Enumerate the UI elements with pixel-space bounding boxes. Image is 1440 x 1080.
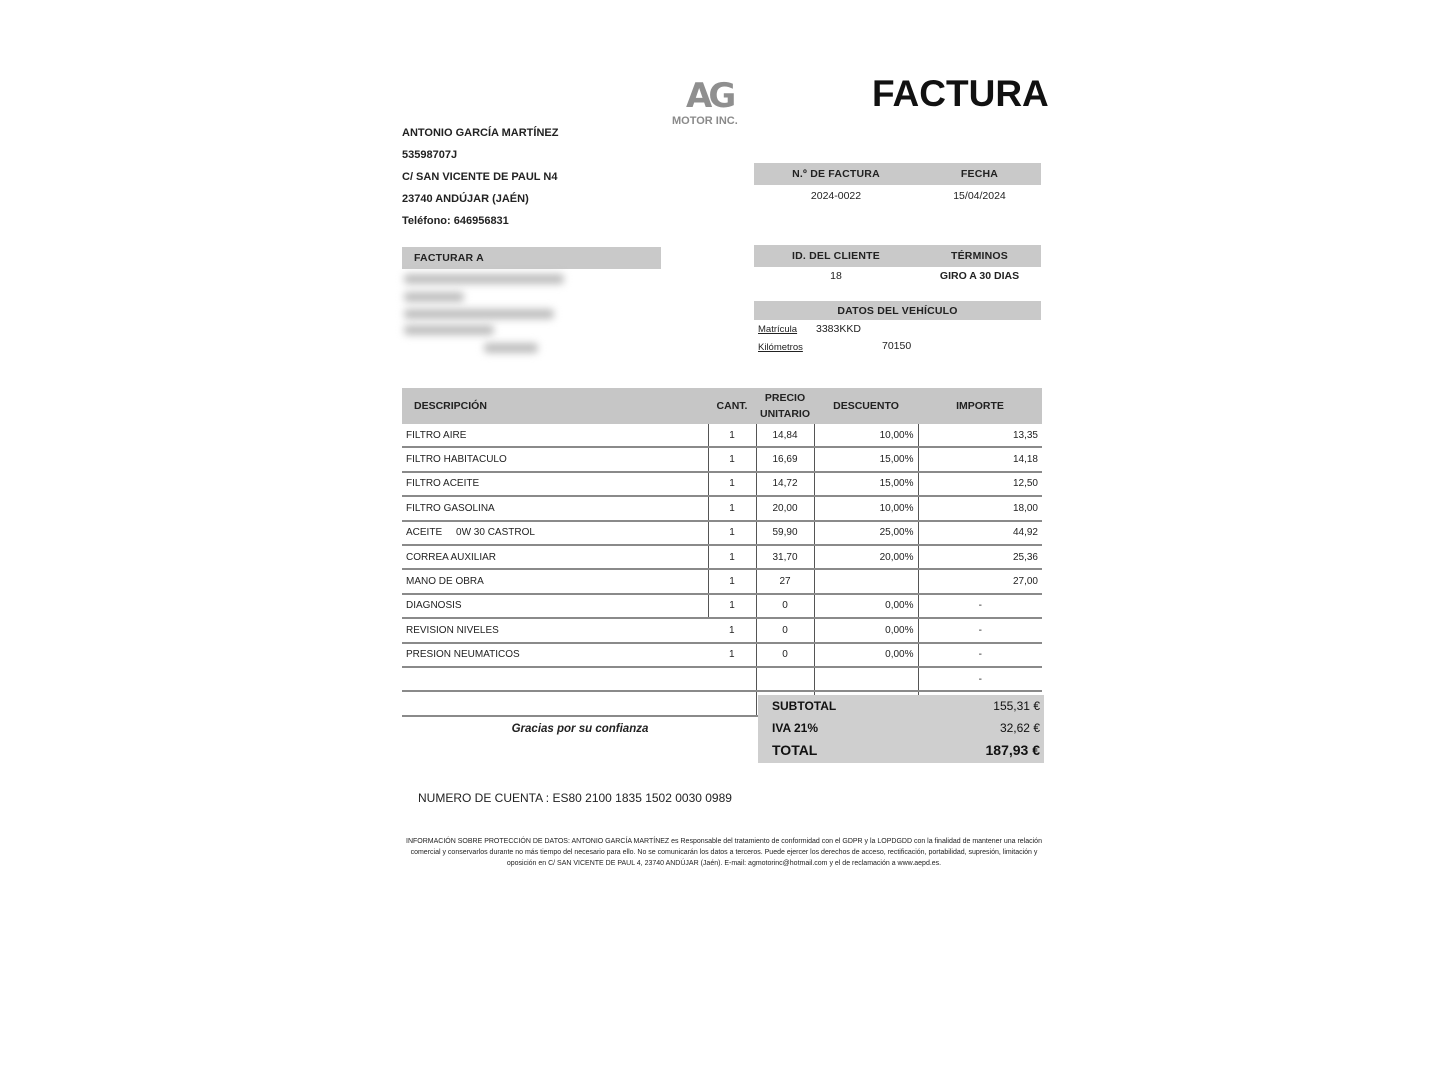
table-row xyxy=(402,496,1042,520)
row-description: DIAGNOSIS xyxy=(402,594,708,618)
iva-row xyxy=(772,721,1040,735)
table-header-row xyxy=(402,388,1042,424)
row-description: ACEITE 0W 30 CASTROL xyxy=(402,521,708,545)
row-quantity: 1 xyxy=(708,569,756,593)
row-description: MANO DE OBRA xyxy=(402,569,708,593)
row-quantity: 1 xyxy=(708,521,756,545)
table-row xyxy=(402,424,1042,447)
row-price: 0 xyxy=(756,643,814,667)
row-discount: 20,00% xyxy=(814,545,918,569)
table-row xyxy=(402,545,1042,569)
row-discount: 15,00% xyxy=(814,472,918,496)
row-quantity: 1 xyxy=(708,496,756,520)
row-discount: 0,00% xyxy=(814,594,918,618)
row-quantity: 1 xyxy=(708,472,756,496)
row-discount: 10,00% xyxy=(814,424,918,447)
terms-label: TÉRMINOS xyxy=(950,250,1009,262)
row-quantity xyxy=(708,667,756,691)
row-discount: 15,00% xyxy=(814,447,918,471)
row-price: 0 xyxy=(756,618,814,642)
redacted-line xyxy=(404,309,554,319)
row-price: 31,70 xyxy=(756,545,814,569)
subtotal-value: 155,31 € xyxy=(993,699,1040,713)
row-description: PRESION NEUMATICOS xyxy=(402,643,708,667)
invoice-number-label: N.º DE FACTURA xyxy=(792,168,880,180)
emitter-city: 23740 ANDÚJAR (JAÉN) xyxy=(402,193,529,205)
row-discount: 10,00% xyxy=(814,496,918,520)
document-title: FACTURA xyxy=(872,73,1049,114)
row-price: 0 xyxy=(756,594,814,618)
bank-account: NUMERO DE CUENTA : ES80 2100 1835 1502 0030 0989 xyxy=(418,791,732,805)
row-price: 14,84 xyxy=(756,424,814,447)
emitter-phone: Teléfono: 646956831 xyxy=(402,215,509,227)
row-price: 59,90 xyxy=(756,521,814,545)
table-row xyxy=(402,643,1042,667)
row-amount: 12,50 xyxy=(918,472,1042,496)
row-quantity: 1 xyxy=(708,618,756,642)
client-id: 18 xyxy=(830,270,842,282)
row-amount: 14,18 xyxy=(918,447,1042,471)
data-protection-notice: INFORMACIÓN SOBRE PROTECCIÓN DE DATOS: ANTONIO GARCÍA MARTÍNEZ es Responsable del tratamiento de conformidad con el GDPR y la LOPDGDD con la finalidad de mantener una relación comercial y conservarlos durante no más tiempo del necesario para ello. No se comunicarán los datos a terceros. Puede ejercer los derechos de acceso, rectificación, portabilidad, supresión, limitación y oposición en C/ SAN VICENTE DE PAUL 4, 23740 ANDÚJAR (Jaén). E-mail: agmotorinc@hotmail.com y el de reclamación a www.aepd.es. xyxy=(406,838,1042,867)
row-amount: - xyxy=(918,643,1042,667)
client-id-label: ID. DEL CLIENTE xyxy=(792,250,880,262)
redacted-line xyxy=(404,325,494,335)
km-label: Kilómetros xyxy=(758,342,803,353)
col-quantity: CANT. xyxy=(708,388,756,424)
row-amount: 18,00 xyxy=(918,496,1042,520)
iva-label: IVA 21% xyxy=(772,721,819,735)
col-unit-price-line2: UNITARIO xyxy=(760,408,810,420)
total-label: TOTAL xyxy=(772,742,818,758)
invoice-number: 2024-0022 xyxy=(810,190,862,202)
row-quantity: 1 xyxy=(708,643,756,667)
vehicle-label: DATOS DEL VEHÍCULO xyxy=(837,305,958,317)
row-discount xyxy=(814,667,918,691)
invoice-date-label: FECHA xyxy=(960,168,999,180)
plate-label: Matrícula xyxy=(758,324,798,335)
row-amount: 13,35 xyxy=(918,424,1042,447)
redacted-line xyxy=(404,274,564,284)
row-quantity: 1 xyxy=(708,545,756,569)
col-discount: DESCUENTO xyxy=(814,388,918,424)
row-quantity: 1 xyxy=(708,447,756,471)
company-logo: AG xyxy=(686,76,733,116)
row-price: 27 xyxy=(756,569,814,593)
row-description: FILTRO ACEITE xyxy=(402,472,708,496)
emitter-nif: 53598707J xyxy=(402,149,458,161)
row-description xyxy=(402,667,708,691)
table-row xyxy=(402,667,1042,691)
row-price: 14,72 xyxy=(756,472,814,496)
table-row xyxy=(402,447,1042,471)
company-logo-subtitle: MOTOR INC. xyxy=(672,115,738,127)
row-description: CORREA AUXILIAR xyxy=(402,545,708,569)
row-price: 20,00 xyxy=(756,496,814,520)
row-description: FILTRO AIRE xyxy=(402,424,708,447)
table-row xyxy=(402,594,1042,618)
table-row xyxy=(402,472,1042,496)
row-description: FILTRO GASOLINA xyxy=(402,496,708,520)
total-value: 187,93 € xyxy=(985,742,1040,758)
emitter-block xyxy=(402,122,558,232)
row-description: REVISION NIVELES xyxy=(402,618,708,642)
row-quantity: 1 xyxy=(708,424,756,447)
row-amount: - xyxy=(918,618,1042,642)
col-amount: IMPORTE xyxy=(918,388,1042,424)
emitter-name: ANTONIO GARCÍA MARTÍNEZ xyxy=(402,127,559,139)
items-table xyxy=(402,388,1042,717)
row-discount: 0,00% xyxy=(814,643,918,667)
row-amount: - xyxy=(918,667,1042,691)
km: 70150 xyxy=(882,340,912,352)
subtotal-label: SUBTOTAL xyxy=(772,699,837,713)
row-discount: 25,00% xyxy=(814,521,918,545)
row-quantity: 1 xyxy=(708,594,756,618)
row-amount: 25,36 xyxy=(918,545,1042,569)
bill-to-label: FACTURAR A xyxy=(414,252,484,264)
col-unit-price-line1: PRECIO xyxy=(764,392,806,404)
table-row xyxy=(402,618,1042,642)
iva-value: 32,62 € xyxy=(999,721,1040,735)
row-quantity xyxy=(708,691,756,715)
redacted-line xyxy=(484,343,538,353)
emitter-address: C/ SAN VICENTE DE PAUL N4 xyxy=(402,171,558,183)
row-amount: 27,00 xyxy=(918,569,1042,593)
row-price xyxy=(756,667,814,691)
thanks-message: Gracias por su confianza xyxy=(511,723,649,735)
terms: GIRO A 30 DIAS xyxy=(939,270,1020,282)
row-amount: - xyxy=(918,594,1042,618)
row-amount: 44,92 xyxy=(918,521,1042,545)
col-description: DESCRIPCIÓN xyxy=(402,388,708,424)
table-row xyxy=(402,569,1042,593)
row-description xyxy=(402,691,708,715)
row-price: 16,69 xyxy=(756,447,814,471)
table-row xyxy=(402,521,1042,545)
row-discount: 0,00% xyxy=(814,618,918,642)
row-description: FILTRO HABITACULO xyxy=(402,447,708,471)
invoice-date: 15/04/2024 xyxy=(953,190,1006,202)
subtotal-row xyxy=(772,699,1040,713)
plate: 3383KKD xyxy=(816,323,861,335)
row-discount xyxy=(814,569,918,593)
redacted-line xyxy=(404,292,464,302)
total-row xyxy=(772,742,1040,758)
col-unit-price xyxy=(756,388,814,424)
